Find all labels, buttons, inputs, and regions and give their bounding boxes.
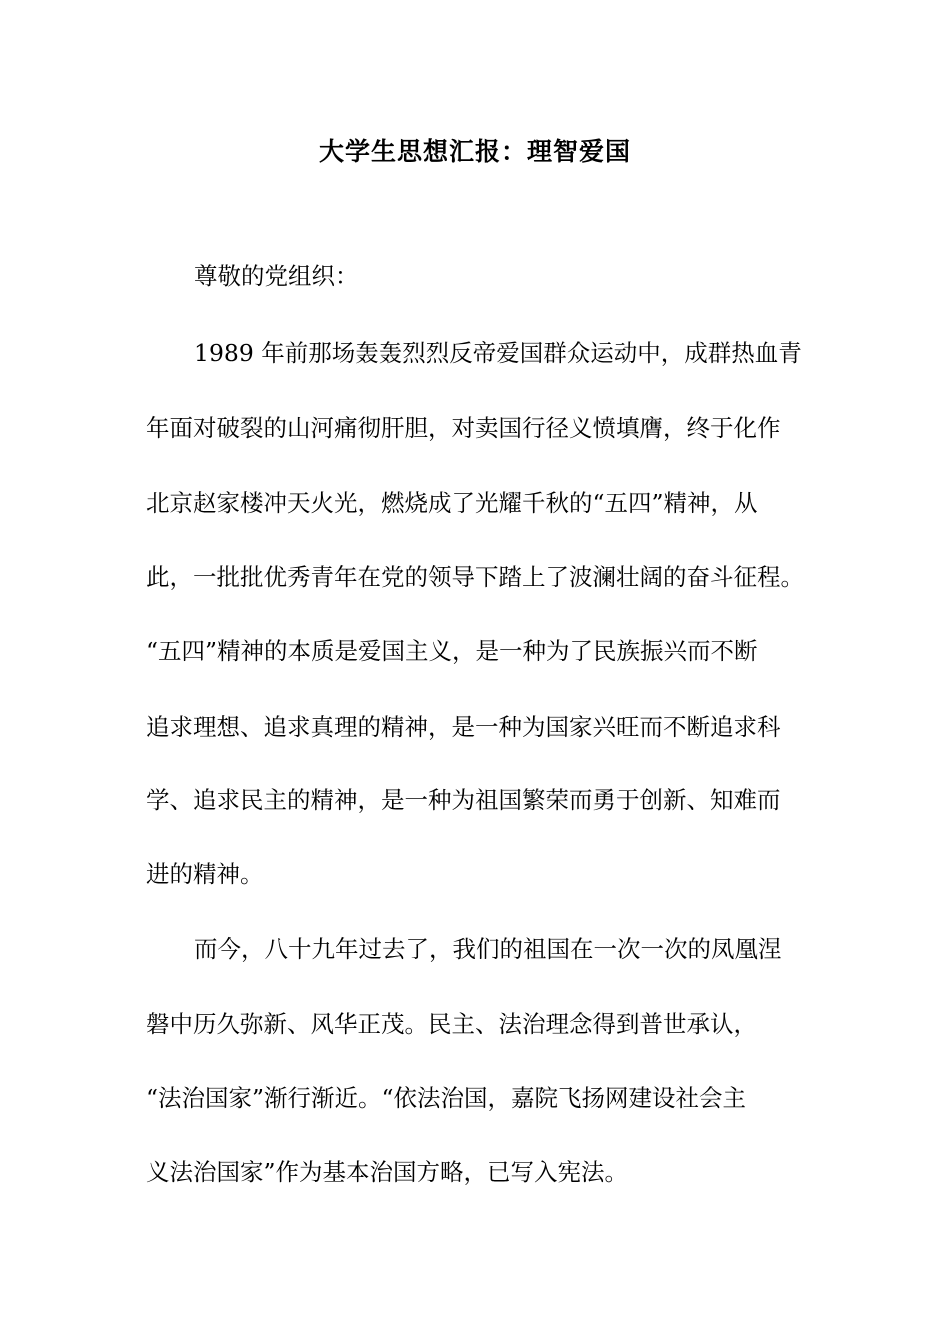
document-title: 大学生思想汇报：理智爱国 — [318, 137, 631, 166]
paragraph-line: 义法治国家”作为基本治国方略，已写入宪法。 — [146, 1158, 629, 1186]
paragraph-line: “五四”精神的本质是爱国主义，是一种为了民族振兴而不断 — [146, 637, 758, 665]
paragraph-line: 1989 年前那场轰轰烈烈反帝爱国群众运动中，成群热血青 — [194, 339, 802, 367]
paragraph-line: 年面对破裂的山河痛彻肝胆，对卖国行径义愤填膺，终于化作 — [146, 414, 781, 442]
paragraph-line: 追求理想、追求真理的精神，是一种为国家兴旺而不断追求科 — [146, 713, 781, 741]
paragraph-line: 北京赵家楼冲天火光，燃烧成了光耀千秋的“五四”精神，从 — [146, 489, 758, 517]
paragraph-line: 进的精神。 — [146, 860, 264, 888]
paragraph-line: 此，一批批优秀青年在党的领导下踏上了波澜壮阔的奋斗征程。 — [146, 563, 804, 591]
paragraph-line: 而今，八十九年过去了，我们的祖国在一次一次的凤凰涅 — [194, 935, 782, 963]
paragraph-line: “法治国家”渐行渐近。“依法治国，嘉院飞扬网建设社会主 — [146, 1084, 747, 1112]
salutation: 尊敬的党组织： — [194, 262, 359, 290]
paragraph-line: 磐中历久弥新、风华正茂。民主、法治理念得到普世承认， — [146, 1010, 757, 1038]
paragraph-line: 学、追求民主的精神，是一种为祖国繁荣而勇于创新、知难而 — [146, 786, 781, 814]
